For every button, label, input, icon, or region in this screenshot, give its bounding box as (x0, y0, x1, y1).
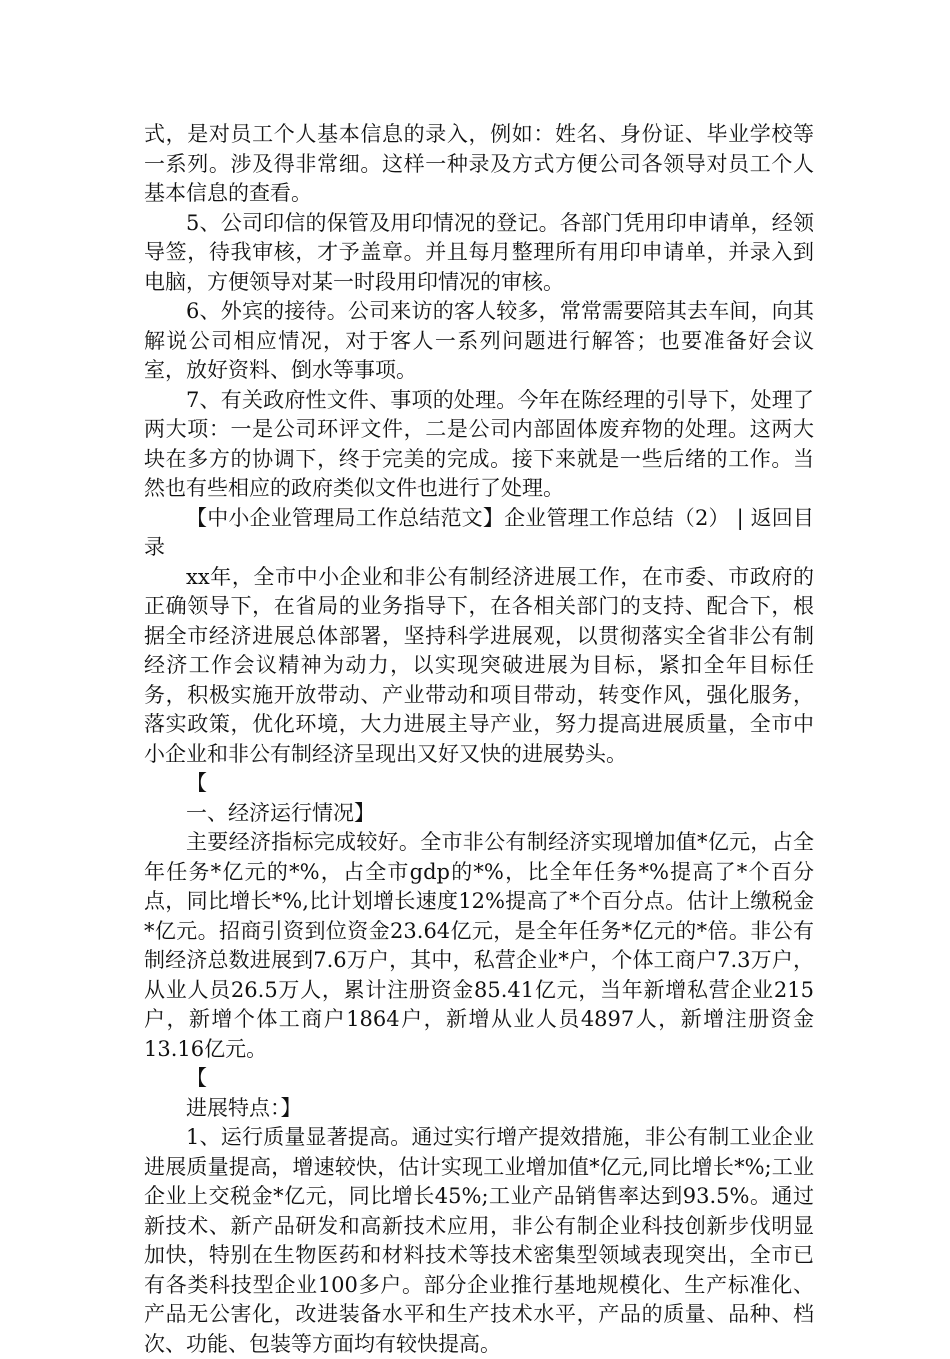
paragraph: 式，是对员工个人基本信息的录入，例如：姓名、身份证、毕业学校等一系列。涉及得非常细。这样一种录及方式方便公司各领导对员工个人基本信息的查看。 (144, 122, 814, 205)
paragraph: 6、外宾的接待。公司来访的客人较多，常常需要陪其去车间，向其解说公司相应情况，对于客人一系列问题进行解答；也要准备好会议室，放好资料、倒水等事项。 (144, 299, 814, 382)
document-page (144, 120, 814, 1359)
section-heading: 进展特点：】 (186, 1095, 302, 1120)
bracket-marker: 【 (186, 771, 207, 795)
section-heading: 一、经济运行情况】 (186, 800, 375, 825)
paragraph: xx年，全市中小企业和非公有制经济进展工作，在市委、市政府的正确领导下，在省局的业务指导下，在各相关部门的支持、配合下，根据全市经济进展总体部署，坚持科学进展观，以贯彻落实全省非公有制经济工作会议精神为动力，以实现突破进展为目标，紧扣全年目标任务，积极实施开放带动、产业带动和项目带动，转变作风，强化服务，落实政策，优化环境，大力进展主导产业，努力提高进展质量，全市中小企业和非公有制经济呈现出又好又快的进展势头。 (144, 564, 814, 766)
paragraph: 1、运行质量显著提高。通过实行增产提效措施，非公有制工业企业进展质量提高，增速较快，估计实现工业增加值*亿元,同比增长*%;工业企业上交税金*亿元，同比增长45%;工业产品销售率达到93.5%。通过新技术、新产品研发和高新技术应用，非公有制企业科技创新步伐明显加快，特别在生物医药和材料技术等技术密集型领域表现突出，全市已有各类科技型企业100多户。部分企业推行基地规模化、生产标准化、产品无公害化，改进装备水平和生产技术水平，产品的质量、品种、档次、功能、包装等方面均有较快提高。 (144, 1125, 814, 1356)
paragraph: 7、有关政府性文件、事项的处理。今年在陈经理的引导下，处理了两大项：一是公司环评文件，二是公司内部固体废弃物的处理。这两大块在多方的协调下，终于完美的完成。接下来就是一些后绪的工作。当然也有些相应的政府类似文件也进行了处理。 (144, 387, 814, 500)
paragraph: 主要经济指标完成较好。全市非公有制经济实现增加值*亿元，占全年任务*亿元的*%，占全市gdp的*%，比全年任务*%提高了*个百分点，同比增长*%,比计划增长速度12%提高了*个百分点。估计上缴税金*亿元。招商引资到位资金23.64亿元，是全年任务*亿元的*倍。非公有制经济总数进展到7.6万户，其中，私营企业*户，个体工商户7.3万户，从业人员26.5万人，累计注册资金85.41亿元，当年新增私营企业215户，新增个体工商户1864户，新增从业人员4897人，新增注册资金13.16亿元。 (144, 830, 814, 1061)
section-link-heading[interactable]: 【中小企业管理局工作总结范文】企业管理工作总结（2） | 返回目录 (144, 505, 814, 559)
bracket-marker: 【 (186, 1066, 207, 1090)
paragraph: 5、公司印信的保管及用印情况的登记。各部门凭用印申请单，经领导签，待我审核，才予盖章。并且每月整理所有用印申请单，并录入到电脑，方便领导对某一时段用印情况的审核。 (144, 210, 814, 294)
